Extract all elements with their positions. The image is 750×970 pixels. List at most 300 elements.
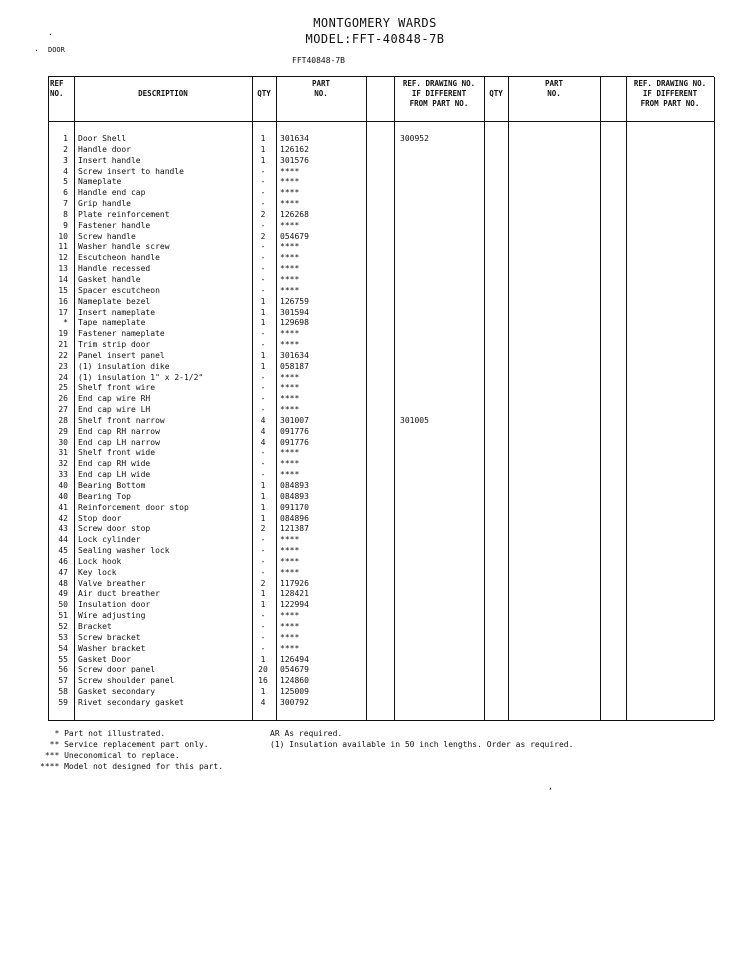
qty: 1 <box>260 654 266 664</box>
model-title: MODEL:FFT-40848-7B <box>305 32 445 46</box>
description: Grip handle <box>78 199 131 209</box>
table-row <box>48 362 714 373</box>
ref-no: 23 <box>58 361 68 371</box>
scan-mark: , <box>548 782 553 791</box>
description: End cap LH wide <box>78 470 151 480</box>
part-no: **** <box>280 621 300 631</box>
qty: - <box>260 405 266 415</box>
qty: - <box>260 264 266 274</box>
part-no: 301634 <box>280 134 309 143</box>
qty: - <box>260 459 266 469</box>
qty: - <box>260 329 266 339</box>
description: Sealing washer lock <box>78 546 170 556</box>
table-row <box>48 655 714 666</box>
table-row <box>48 611 714 622</box>
ref-drawing-no: 300952 <box>400 134 429 143</box>
description: Air duct breather <box>78 589 160 599</box>
table-row <box>48 546 714 557</box>
qty: 4 <box>260 426 266 436</box>
description: Gasket Door <box>78 654 131 664</box>
part-no: **** <box>280 546 300 556</box>
description: Lock cylinder <box>78 535 141 545</box>
table-row <box>48 308 714 319</box>
ref-no: 27 <box>58 405 68 415</box>
stars-divider <box>276 177 277 186</box>
part-no: **** <box>280 448 300 458</box>
qty: 1 <box>260 589 266 599</box>
description: Reinforcement door stop <box>78 502 189 512</box>
ref-no: 52 <box>58 621 68 631</box>
ref-drawing-no: 301005 <box>400 415 429 425</box>
qty: - <box>260 274 266 284</box>
table-row <box>48 264 714 275</box>
model-code: FFT40848-7B <box>292 56 345 65</box>
description: End cap wire RH <box>78 394 151 404</box>
col-header-qty-2: QTY <box>489 89 503 98</box>
stars-divider <box>276 644 277 653</box>
col-header-part-2: PART NO. <box>544 79 564 98</box>
table-row <box>48 275 714 286</box>
ref-no: 13 <box>58 264 68 274</box>
description: Handle recessed <box>78 264 151 274</box>
ref-no: 49 <box>58 589 68 599</box>
ref-no: 17 <box>58 307 68 317</box>
qty: - <box>260 470 266 480</box>
qty: 16 <box>258 676 268 686</box>
part-no: **** <box>280 372 300 382</box>
stars-divider <box>276 546 277 555</box>
part-no: **** <box>280 470 300 480</box>
stars-divider <box>276 470 277 479</box>
ref-no: 28 <box>58 415 68 425</box>
table-row <box>48 448 714 459</box>
part-no: 091776 <box>280 426 309 436</box>
ref-no: 14 <box>58 274 68 284</box>
footnote: ** Service replacement part only. <box>40 740 209 749</box>
part-no: **** <box>280 394 300 404</box>
qty: 2 <box>260 209 266 219</box>
part-no: 300792 <box>280 697 309 707</box>
part-no: **** <box>280 459 300 469</box>
stars-divider <box>276 535 277 544</box>
ref-no: 25 <box>58 383 68 393</box>
part-no: **** <box>280 220 300 230</box>
ref-no: 2 <box>63 144 68 154</box>
stars-divider <box>276 383 277 392</box>
part-no: 054679 <box>280 231 309 241</box>
ref-no: 7 <box>63 199 68 209</box>
description: (1) insulation 1" x 2-1/2" <box>78 372 204 382</box>
table-row <box>48 210 714 221</box>
part-no: 121387 <box>280 524 309 534</box>
table-row <box>48 329 714 340</box>
ref-no: 43 <box>58 524 68 534</box>
col-header-ref-drawing: REF. DRAWING NO. IF DIFFERENT FROM PART NO. <box>402 79 476 108</box>
qty: - <box>260 556 266 566</box>
part-no: 054679 <box>280 665 309 675</box>
description: Nameplate <box>78 177 122 187</box>
table-row <box>48 503 714 514</box>
ref-no: 1 <box>63 134 68 143</box>
qty: - <box>260 535 266 545</box>
table-row <box>48 600 714 611</box>
ref-no: 47 <box>58 567 68 577</box>
part-no: **** <box>280 340 300 350</box>
qty: 1 <box>260 144 266 154</box>
qty: - <box>260 285 266 295</box>
table-row <box>48 568 714 579</box>
description: Bracket <box>78 621 112 631</box>
ref-no: 58 <box>58 687 68 697</box>
table-row <box>48 633 714 644</box>
description: Shelf front wire <box>78 383 156 393</box>
ref-no: 54 <box>58 643 68 653</box>
table-row <box>48 351 714 362</box>
part-no: 301007 <box>280 415 309 425</box>
qty: 1 <box>260 502 266 512</box>
part-no: 126494 <box>280 654 309 664</box>
qty: 1 <box>260 600 266 610</box>
description: Bearing Top <box>78 491 131 501</box>
ref-no: 55 <box>58 654 68 664</box>
stars-divider <box>276 264 277 273</box>
part-no: **** <box>280 242 300 252</box>
footnote: *** Uneconomical to replace. <box>40 751 180 760</box>
qty: 1 <box>260 134 266 143</box>
stars-divider <box>276 557 277 566</box>
part-no: **** <box>280 643 300 653</box>
ref-no: 41 <box>58 502 68 512</box>
description: Escutcheon handle <box>78 253 160 263</box>
description: Gasket handle <box>78 274 141 284</box>
ref-no: 59 <box>58 697 68 707</box>
table-row <box>48 665 714 676</box>
ref-no: 50 <box>58 600 68 610</box>
description: Insert nameplate <box>78 307 156 317</box>
part-no: **** <box>280 274 300 284</box>
table-row <box>48 340 714 351</box>
qty: 2 <box>260 231 266 241</box>
qty: - <box>260 621 266 631</box>
stars-divider <box>276 221 277 230</box>
qty: - <box>260 177 266 187</box>
stars-divider <box>276 199 277 208</box>
qty: - <box>260 383 266 393</box>
ref-no: 40 <box>58 481 68 490</box>
ref-no: 15 <box>58 285 68 295</box>
ref-no: 51 <box>58 611 68 621</box>
table-row <box>48 199 714 210</box>
stars-divider <box>276 286 277 295</box>
table-row <box>48 524 714 535</box>
description: Panel insert panel <box>78 350 165 360</box>
part-no: 084893 <box>280 481 309 490</box>
part-no: 124860 <box>280 676 309 686</box>
description: Plate reinforcement <box>78 209 170 219</box>
ref-no: 9 <box>63 220 68 230</box>
table-row <box>48 579 714 590</box>
ref-no: 53 <box>58 632 68 642</box>
qty: 1 <box>260 513 266 523</box>
table-row <box>48 167 714 178</box>
stars-divider <box>276 253 277 262</box>
description: Door Shell <box>78 134 127 143</box>
qty: 4 <box>260 437 266 447</box>
stars-divider <box>276 394 277 403</box>
part-no: **** <box>280 383 300 393</box>
section-label: DOOR <box>48 46 65 54</box>
stars-divider <box>276 568 277 577</box>
description: Trim strip door <box>78 340 151 350</box>
parts-table <box>48 76 714 721</box>
table-row <box>48 242 714 253</box>
table-row <box>48 232 714 243</box>
table-row <box>48 427 714 438</box>
qty: 1 <box>260 491 266 501</box>
description: Washer handle screw <box>78 242 170 252</box>
footnote: * Part not illustrated. <box>40 729 166 738</box>
description: Shelf front narrow <box>78 415 165 425</box>
col-header-part: PART NO. <box>311 79 331 98</box>
table-row <box>48 221 714 232</box>
ref-no: 57 <box>58 676 68 686</box>
table-row <box>48 535 714 546</box>
description: Wire adjusting <box>78 611 146 621</box>
description: Bearing Bottom <box>78 481 146 490</box>
table-row <box>48 589 714 600</box>
qty: 1 <box>260 361 266 371</box>
description: Screw insert to handle <box>78 166 184 176</box>
table-row <box>48 286 714 297</box>
ref-no: 45 <box>58 546 68 556</box>
part-no: 125009 <box>280 687 309 697</box>
part-no: **** <box>280 535 300 545</box>
table-row <box>48 188 714 199</box>
ref-no: 44 <box>58 535 68 545</box>
qty: 1 <box>260 481 266 490</box>
stars-divider <box>276 622 277 631</box>
part-no: **** <box>280 253 300 263</box>
ref-no: 22 <box>58 350 68 360</box>
table-row <box>48 177 714 188</box>
description: Tape nameplate <box>78 318 146 328</box>
stars-divider <box>276 167 277 176</box>
qty: 1 <box>260 307 266 317</box>
qty: 2 <box>260 524 266 534</box>
table-row <box>48 416 714 427</box>
qty: - <box>260 340 266 350</box>
ref-no: 6 <box>63 188 68 198</box>
part-no: 122994 <box>280 600 309 610</box>
qty: 2 <box>260 578 266 588</box>
table-row <box>48 318 714 329</box>
qty: - <box>260 394 266 404</box>
qty: - <box>260 632 266 642</box>
description: Key lock <box>78 567 117 577</box>
stars-divider <box>276 188 277 197</box>
description: End cap wire LH <box>78 405 151 415</box>
table-row <box>48 514 714 525</box>
table-row <box>48 492 714 503</box>
description: Spacer escutcheon <box>78 285 160 295</box>
table-row <box>48 156 714 167</box>
part-no: **** <box>280 632 300 642</box>
qty: - <box>260 220 266 230</box>
ref-no: 5 <box>63 177 68 187</box>
table-row <box>48 438 714 449</box>
footnote: (1) Insulation available in 50 inch lengths. Order as required. <box>270 740 574 749</box>
qty: - <box>260 643 266 653</box>
table-row <box>48 622 714 633</box>
part-no: 117926 <box>280 578 309 588</box>
col-header-ref-drawing-2: REF. DRAWING NO. IF DIFFERENT FROM PART NO. <box>633 79 707 108</box>
description: (1) insulation dike <box>78 361 170 371</box>
table-row <box>48 134 714 145</box>
qty: 20 <box>258 665 268 675</box>
stars-divider <box>276 405 277 414</box>
stars-divider <box>276 611 277 620</box>
stars-divider <box>276 459 277 468</box>
footnote: AR As required. <box>270 729 343 738</box>
part-no: 126162 <box>280 144 309 154</box>
table-row <box>48 253 714 264</box>
qty: - <box>260 188 266 198</box>
footnote: **** Model not designed for this part. <box>40 762 224 771</box>
ref-no: 21 <box>58 340 68 350</box>
ref-no: 29 <box>58 426 68 436</box>
col-header-ref: REF NO. <box>50 79 64 98</box>
part-no: **** <box>280 177 300 187</box>
table-row <box>48 481 714 492</box>
qty: 1 <box>260 296 266 306</box>
qty: 1 <box>260 350 266 360</box>
part-no: 126268 <box>280 209 309 219</box>
part-no: **** <box>280 166 300 176</box>
part-no: **** <box>280 329 300 339</box>
description: Insert handle <box>78 155 141 165</box>
description: Screw bracket <box>78 632 141 642</box>
description: Screw shoulder panel <box>78 676 175 686</box>
description: Screw door stop <box>78 524 151 534</box>
stars-divider <box>276 329 277 338</box>
table-row <box>48 459 714 470</box>
part-no: **** <box>280 556 300 566</box>
qty: 1 <box>260 318 266 328</box>
part-no: 058187 <box>280 361 309 371</box>
qty: - <box>260 242 266 252</box>
stars-divider <box>276 633 277 642</box>
part-no: **** <box>280 199 300 209</box>
table-row <box>48 297 714 308</box>
part-no: 091170 <box>280 502 309 512</box>
qty: - <box>260 372 266 382</box>
ref-no: 3 <box>63 155 68 165</box>
parts-rows <box>48 134 714 709</box>
description: Screw handle <box>78 231 136 241</box>
description: Nameplate bezel <box>78 296 151 306</box>
description: Insulation door <box>78 600 151 610</box>
description: End cap LH narrow <box>78 437 160 447</box>
part-no: **** <box>280 611 300 621</box>
part-no: 129698 <box>280 318 309 328</box>
ref-no: 11 <box>58 242 68 252</box>
ref-no: 32 <box>58 459 68 469</box>
description: Rivet secondary gasket <box>78 697 184 707</box>
description: Shelf front wide <box>78 448 156 458</box>
ref-no: 4 <box>63 166 68 176</box>
ref-no: 8 <box>63 209 68 219</box>
description: Handle end cap <box>78 188 146 198</box>
scan-speck: · <box>48 30 53 39</box>
part-no: **** <box>280 285 300 295</box>
table-row <box>48 698 714 709</box>
table-row <box>48 687 714 698</box>
qty: 1 <box>260 155 266 165</box>
qty: - <box>260 448 266 458</box>
description: Fastener nameplate <box>78 329 165 339</box>
qty: - <box>260 611 266 621</box>
stars-divider <box>276 275 277 284</box>
ref-no: 19 <box>58 329 68 339</box>
qty: - <box>260 546 266 556</box>
stars-divider <box>276 242 277 251</box>
description: Stop door <box>78 513 122 523</box>
footnotes-right <box>270 728 573 750</box>
description: Valve breather <box>78 578 146 588</box>
table-row <box>48 644 714 655</box>
ref-no: * <box>63 318 68 328</box>
description: Gasket secondary <box>78 687 156 697</box>
qty: 4 <box>260 697 266 707</box>
qty: - <box>260 567 266 577</box>
table-row <box>48 145 714 156</box>
company-title: MONTGOMERY WARDS <box>313 16 437 30</box>
part-no: **** <box>280 405 300 415</box>
description: Fastener handle <box>78 220 151 230</box>
description: Lock hook <box>78 556 122 566</box>
table-row <box>48 394 714 405</box>
ref-no: 56 <box>58 665 68 675</box>
description: Handle door <box>78 144 131 154</box>
ref-no: 30 <box>58 437 68 447</box>
part-no: **** <box>280 188 300 198</box>
ref-no: 12 <box>58 253 68 263</box>
qty: 1 <box>260 687 266 697</box>
qty: - <box>260 199 266 209</box>
part-no: 084896 <box>280 513 309 523</box>
part-no: 084893 <box>280 491 309 501</box>
stars-divider <box>276 448 277 457</box>
ref-no: 26 <box>58 394 68 404</box>
ref-no: 42 <box>58 513 68 523</box>
part-no: 128421 <box>280 589 309 599</box>
description: Screw door panel <box>78 665 156 675</box>
table-row <box>48 405 714 416</box>
description: End cap RH narrow <box>78 426 160 436</box>
ref-no: 16 <box>58 296 68 306</box>
ref-no: 46 <box>58 556 68 566</box>
table-row <box>48 557 714 568</box>
part-no: 301594 <box>280 307 309 317</box>
qty: - <box>260 166 266 176</box>
ref-no: 48 <box>58 578 68 588</box>
ref-no: 10 <box>58 231 68 241</box>
table-row <box>48 676 714 687</box>
ref-no: 40 <box>58 491 68 501</box>
col-header-qty: QTY <box>257 89 271 98</box>
qty: 4 <box>260 415 266 425</box>
table-row <box>48 470 714 481</box>
